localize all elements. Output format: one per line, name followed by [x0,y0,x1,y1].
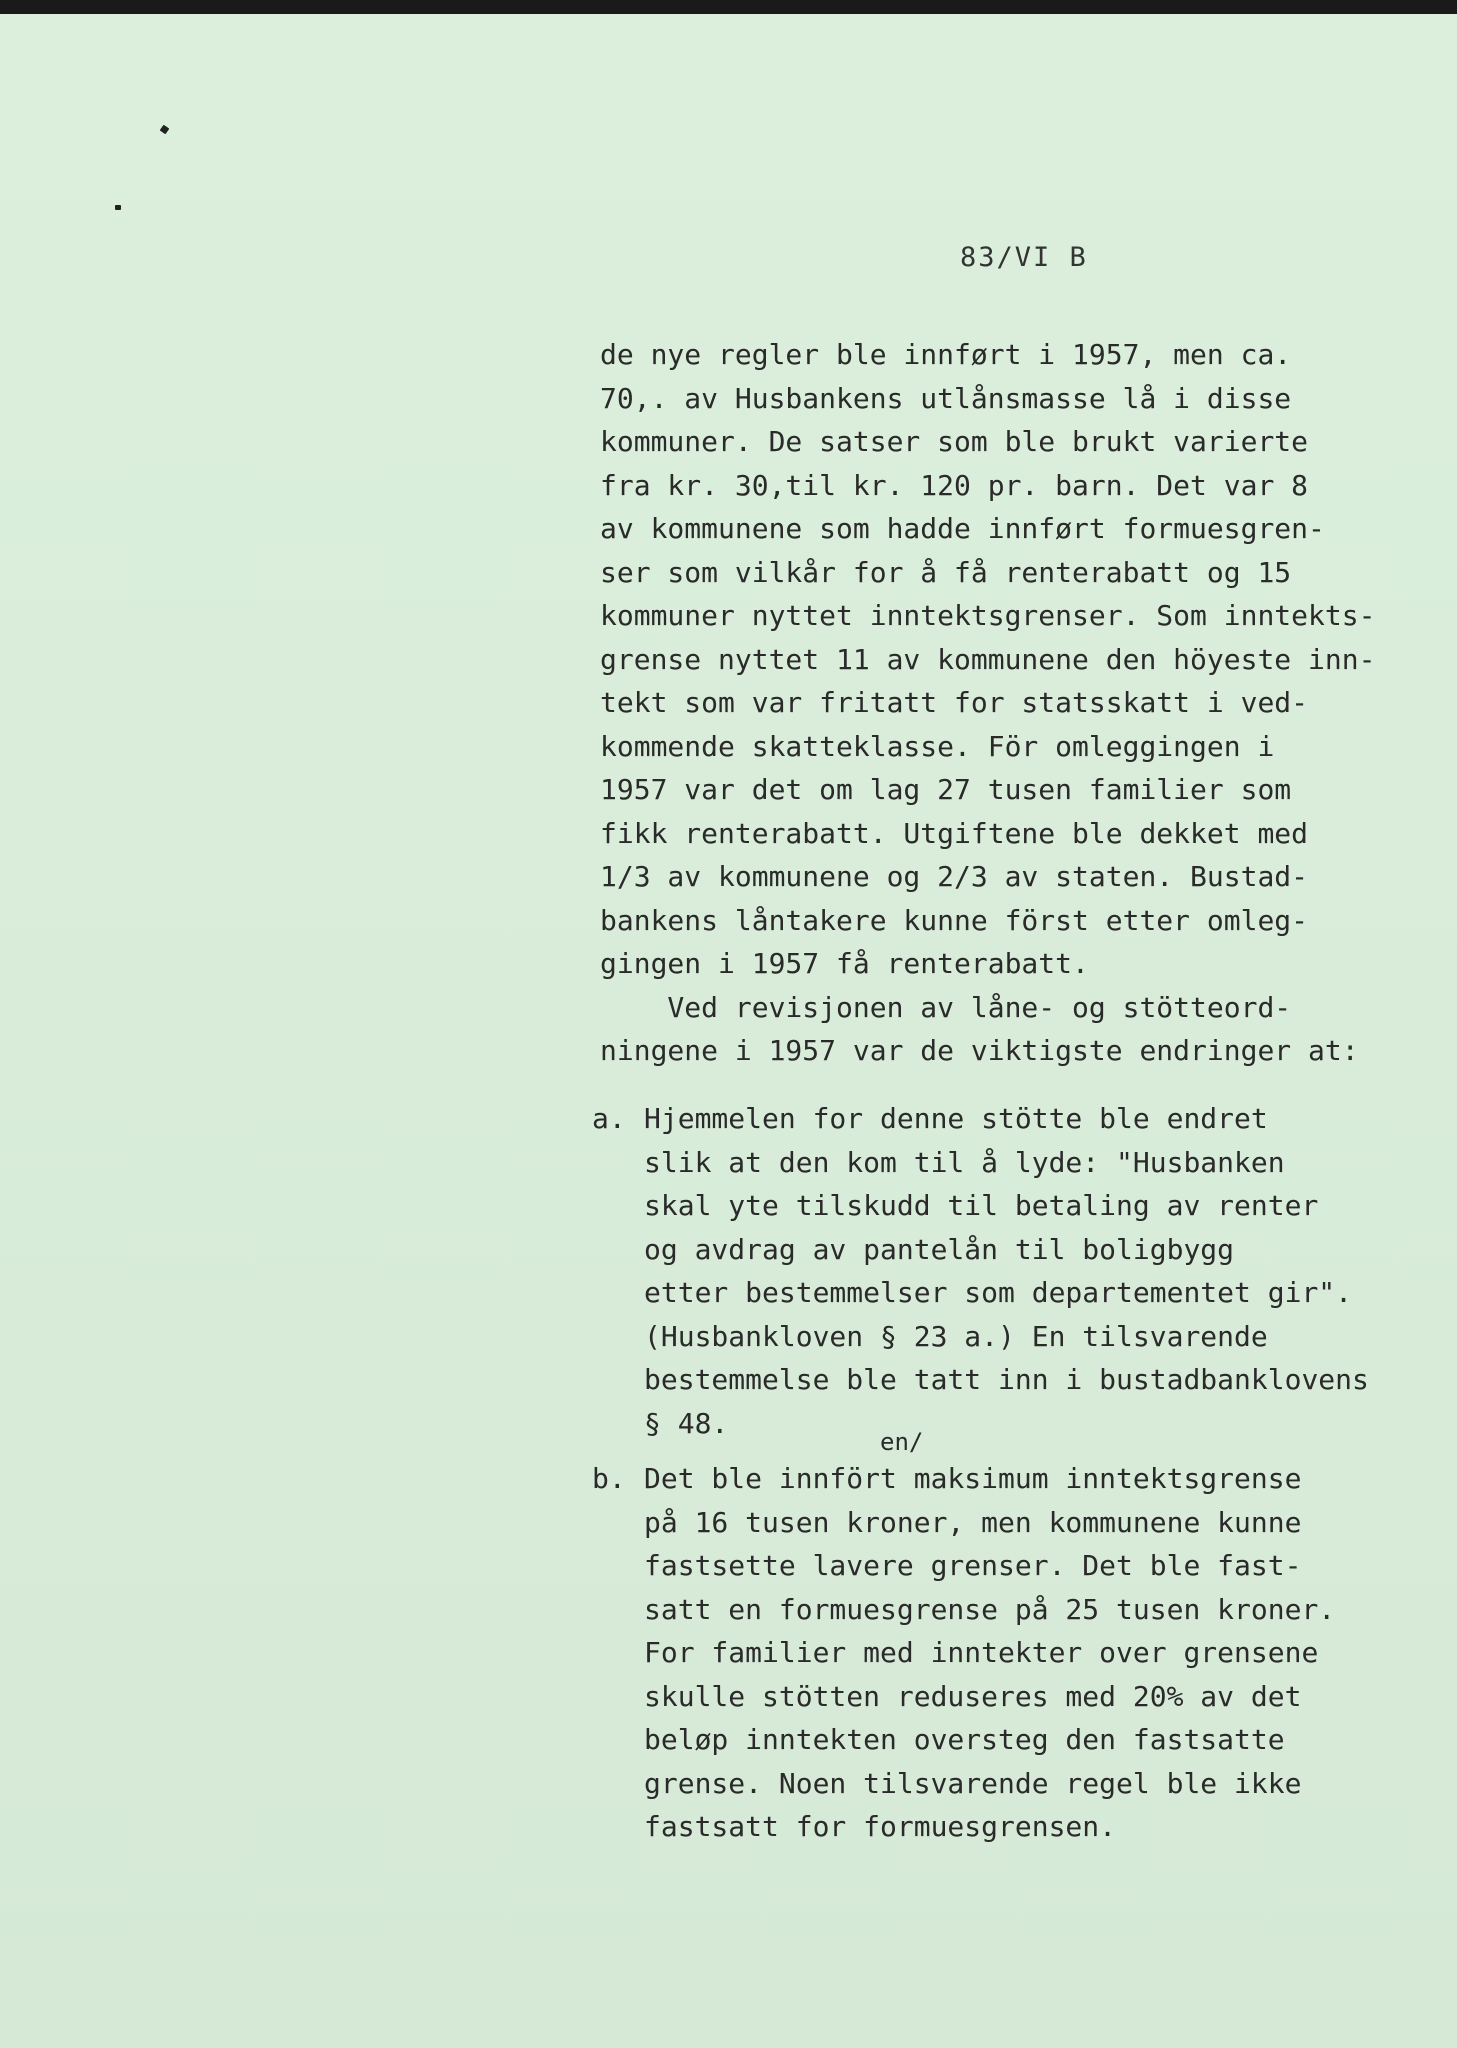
list-item-line: bestemmelse ble tatt inn i bustadbanklovens [644,1363,1369,1396]
list-item-line: beløp inntekten oversteg den fastsatte [644,1723,1285,1756]
list-item-line: skulle stötten reduseres med 20% av det [644,1680,1302,1713]
paragraph-line: ser som vilkår for å få renterabatt og 15 [600,556,1292,589]
paragraph-line: gingen i 1957 få renterabatt. [600,947,1089,980]
list-item-line: skal yte tilskudd til betaling av renter [644,1189,1319,1222]
scan-speck [115,205,121,210]
paragraph-line: av kommunene som hadde innført formuesgren- [600,512,1325,545]
list-item-line: etter bestemmelser som departementet gir". [644,1276,1353,1309]
list-item-line: fastsatt for formuesgrensen. [644,1810,1117,1843]
list-item-line: Hjemmelen for denne stötte ble endret [644,1102,1268,1135]
list-item-line: § 48. [644,1407,729,1440]
paragraph-line: kommuner nyttet inntektsgrenser. Som inntekts- [600,599,1376,632]
paragraph-line: 1/3 av kommunene og 2/3 av staten. Bustad- [600,860,1309,893]
list-item-line: satt en formuesgrense på 25 tusen kroner. [644,1593,1336,1626]
list-item-line: og avdrag av pantelån til boligbygg [644,1233,1235,1266]
paragraph-line: Ved revisjonen av låne- og stötteord- [600,991,1292,1024]
list-item-line: (Husbankloven § 23 a.) En tilsvarende [644,1320,1268,1353]
page-number: 83/VI B [960,242,1088,273]
paragraph-line: 1957 var det om lag 27 tusen familier som [600,773,1292,806]
handwritten-insertion: en/ [880,1428,924,1456]
scan-border [0,0,1457,14]
list-item-line: slik at den kom til å lyde: "Husbanken [644,1146,1285,1179]
list-item-line: grense. Noen tilsvarende regel ble ikke [644,1767,1302,1800]
paragraph-line: fikk renterabatt. Utgiftene ble dekket med [600,817,1309,850]
list-label: a. [592,1102,626,1135]
list-label: b. [592,1462,626,1495]
paragraph-line: tekt som var fritatt for statsskatt i ved- [600,686,1309,719]
list-item-line: For familier med inntekter over grensene [644,1636,1319,1669]
paragraph-line: bankens låntakere kunne först etter omleg- [600,904,1309,937]
paragraph-line: de nye regler ble innført i 1957, men ca. [600,338,1292,371]
list-item-line: fastsette lavere grenser. Det ble fast- [644,1549,1302,1582]
paragraph-line: ningene i 1957 var de viktigste endringer at: [600,1034,1359,1067]
paragraph-line: kommuner. De satser som ble brukt varierte [600,425,1309,458]
paragraph-line: kommende skatteklasse. För omleggingen i [600,730,1275,763]
list-item-line: Det ble innfört maksimum inntektsgrense [644,1462,1302,1495]
paragraph-line: grense nyttet 11 av kommunene den höyeste inn- [600,643,1376,676]
list-item-line: på 16 tusen kroner, men kommunene kunne [644,1506,1302,1539]
paragraph-line: fra kr. 30,til kr. 120 pr. barn. Det var 8 [600,469,1309,502]
paragraph-line: 70,. av Husbankens utlånsmasse lå i disse [600,382,1292,415]
